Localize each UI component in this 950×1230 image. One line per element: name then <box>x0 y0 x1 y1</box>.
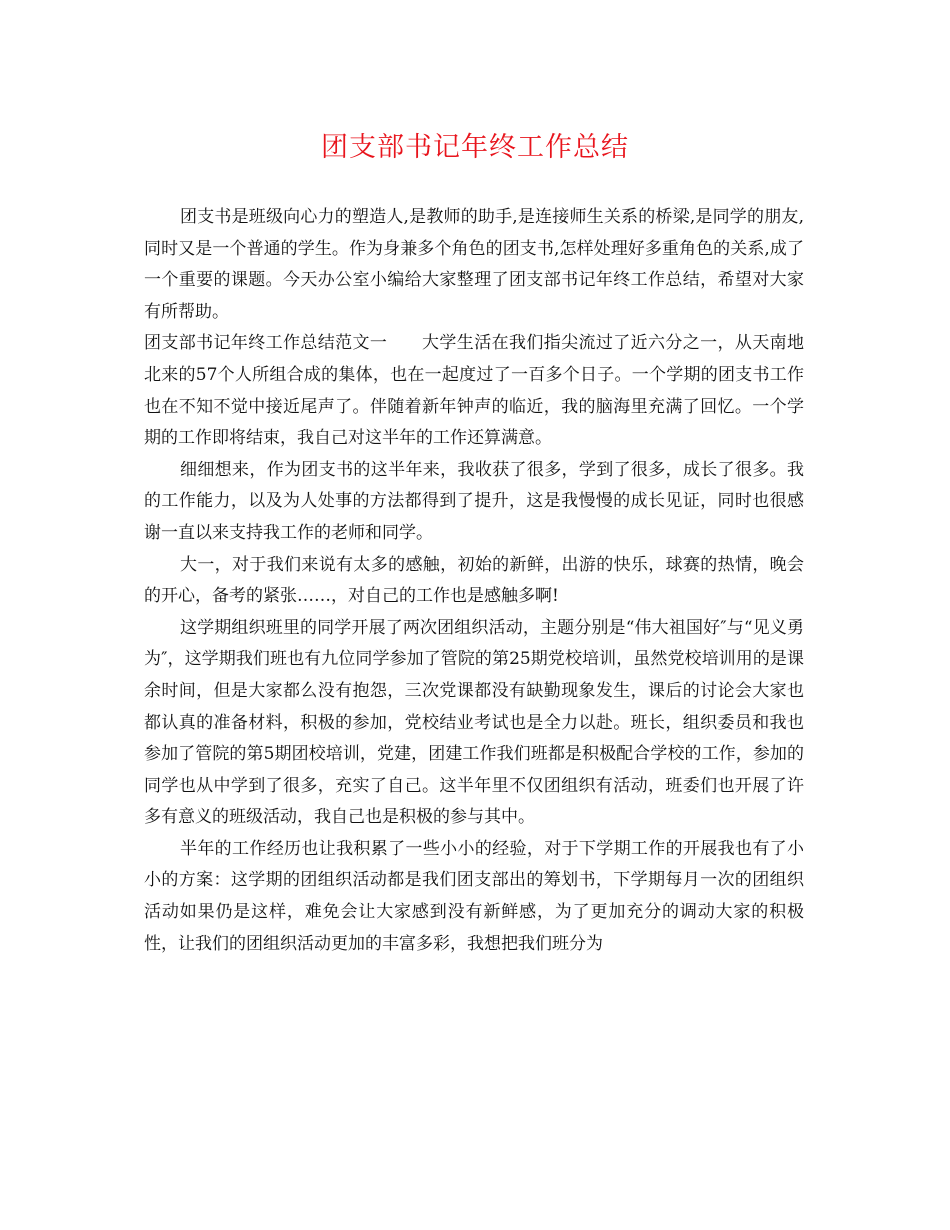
paragraph-reflection: 细细想来，作为团支书的这半年来，我收获了很多，学到了很多，成长了很多。我的工作能力，以及为人处事的方法都得到了提升，这是我慢慢的成长见证，同时也很感谢一直以来支持我工作的老师和同学。 <box>144 459 804 543</box>
paragraph-intro: 团支书是班级向心力的塑造人,是教师的助手,是连接师生关系的桥梁,是同学的朋友,同时又是一个普通的学生。作为身兼多个角色的团支书,怎样处理好多重角色的关系,成了一个重要的课题。今天办公室小编给大家整理了团支部书记年终工作总结，希望对大家有所帮助。 <box>144 207 804 322</box>
paragraph-activities: 这学期组织班里的同学开展了两次团组织活动，主题分别是“伟大祖国好″与“见义勇为″，这学期我们班也有九位同学参加了管院的第25期党校培训，虽然党校培训用的是课余时间，但是大家都么没有抱怨，三次党课都没有缺勤现象发生，课后的讨论会大家也都认真的准备材料，积极的参加，党校结业考试也是全力以赴。班长，组织委员和我也参加了管院的第5期团校培训，党建，团建工作我们班都是积极配合学校的工作，参加的同学也从中学到了很多，充实了自己。这半年里不仅团组织有活动，班委们也开展了许多有意义的班级活动，我自己也是积极的参与其中。 <box>144 617 804 828</box>
document-body <box>144 202 804 960</box>
paragraph-plan: 半年的工作经历也让我积累了一些小小的经验，对于下学期工作的开展我也有了小小的方案：这学期的团组织活动都是我们团支部出的筹划书，下学期每月一次的团组织活动如果仍是这样，难免会让大家感到没有新鲜感，为了更加充分的调动大家的积极性，让我们的团组织活动更加的丰富多彩，我想把我们班分为 <box>144 838 804 954</box>
paragraph-freshman: 大一，对于我们来说有太多的感触，初始的新鲜，出游的快乐，球赛的热情，晚会的开心，备考的紧张……，对自己的工作也是感触多啊! <box>144 554 804 607</box>
paragraph-sample-heading: 团支部书记年终工作总结范文一 大学生活在我们指尖流过了近六分之一，从天南地北来的57个人所组合成的集体，也在一起度过了一百多个日子。一个学期的团支书工作也在不知不觉中接近尾声了。伴随着新年钟声的临近，我的脑海里充满了回忆。一个学期的工作即将结束，我自己对这半年的工作还算满意。 <box>144 333 804 449</box>
document-title: 团支部书记年终工作总结 <box>321 132 629 163</box>
